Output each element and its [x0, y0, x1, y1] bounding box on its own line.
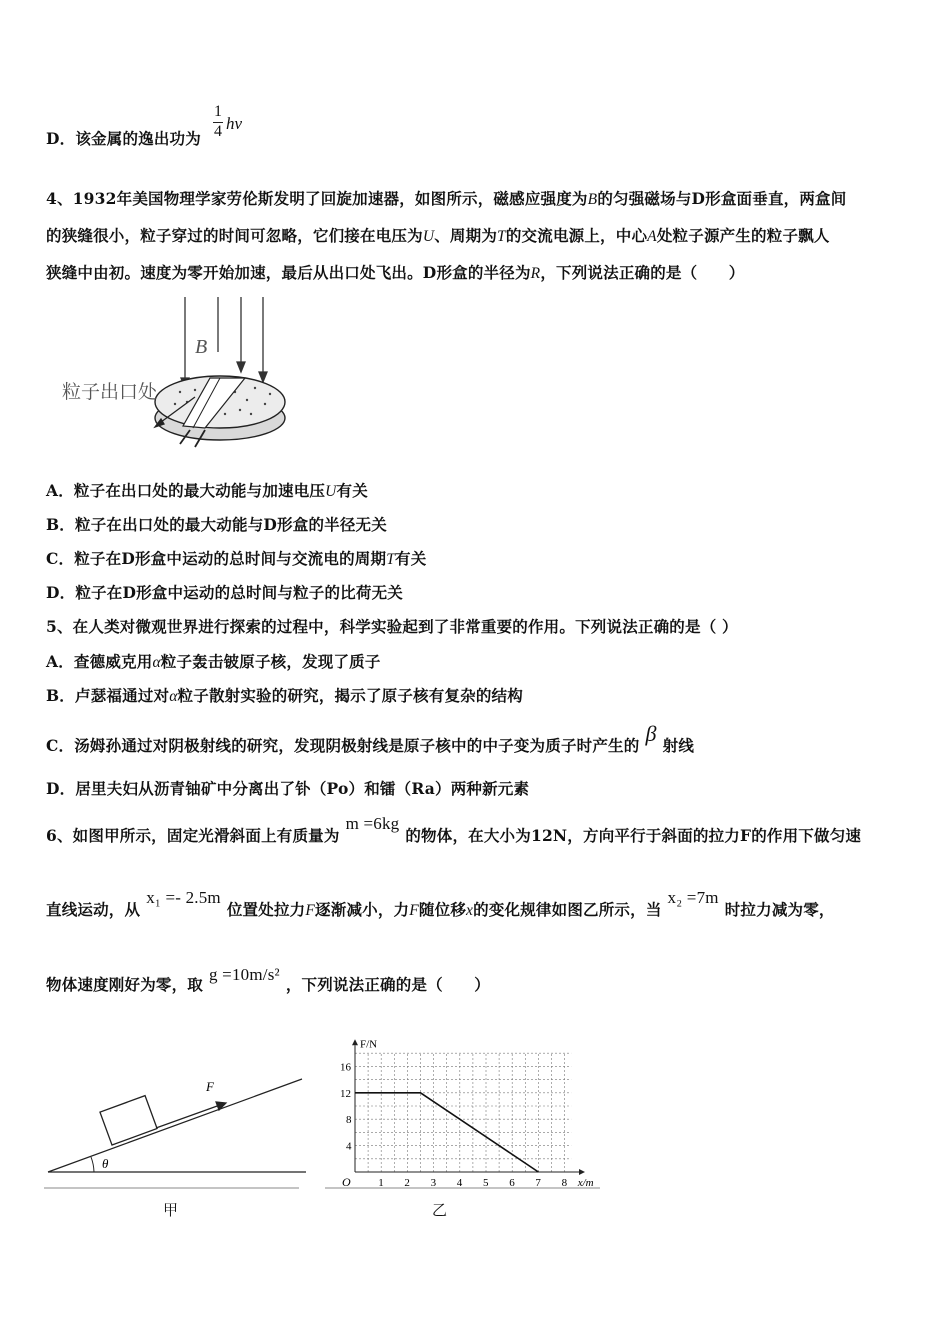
block: [100, 1096, 157, 1145]
y-tick-label: 12: [340, 1087, 351, 1100]
x2-value: x₂ =7m: [667, 888, 719, 907]
force-displacement-chart: [325, 1014, 605, 1194]
x-tick-label: 2: [404, 1177, 410, 1189]
q6-stem-line2: 直线运动，从x₁ =- 2.5m位置处拉力F逐渐减小，力F随位移x的变化规律如图乙所示，当x₂ =7m时拉力减为零，: [46, 888, 835, 919]
q5-option-d: D．居里夫妇从沥青铀矿中分离出了钋（Po）和镭（Ra）两种新元素: [46, 779, 530, 798]
q5-stem: 5、在人类对微观世界进行探索的过程中，科学实验起到了非常重要的作用。下列说法正确的是（ ）: [46, 617, 738, 636]
force-label: F: [206, 1079, 214, 1094]
q4-stem-line2: 的狭缝很小，粒子穿过的时间可忽略，它们接在电压为U、周期为T的交流电源上，中心A处粒子源产生的粒子飘人: [46, 226, 830, 245]
q5-option-b: B．卢瑟福通过对α粒子散射实验的研究，揭示了原子核有复杂的结构: [46, 686, 523, 705]
x-tick-label: 6: [509, 1177, 515, 1189]
cyclotron-figure: [55, 292, 295, 452]
mass-value: m =6kg: [345, 814, 400, 833]
x-tick-label: 3: [430, 1177, 437, 1189]
x-tick-label: 1: [378, 1177, 384, 1189]
magnetic-field-lines: [181, 297, 267, 388]
g-value: g =10m/s²: [209, 965, 280, 984]
y-tick-label: 16: [340, 1061, 351, 1074]
chart-axes: [352, 1039, 585, 1175]
incline-figure: [44, 1060, 309, 1190]
q4-option-a: A．粒子在出口处的最大动能与加速电压U有关: [46, 481, 368, 500]
q3-option-d: D．该金属的逸出功为: [46, 129, 201, 148]
x-tick-label: 8: [561, 1177, 568, 1189]
y-tick-label: 4: [346, 1140, 352, 1153]
x-axis-arrow: [579, 1169, 585, 1175]
h-nu-symbol: hν: [226, 114, 243, 133]
y-axis-arrow: [352, 1039, 358, 1045]
angle-arc: [91, 1157, 94, 1172]
field-label-b: B: [195, 336, 208, 358]
fraction-one-quarter: $\frac{1}{4}$: [214, 103, 222, 140]
figure-caption-jia: 甲: [163, 1201, 179, 1219]
chart-ticks: [340, 1061, 568, 1189]
chart-series: [355, 1093, 538, 1172]
x-tick-label: 7: [535, 1177, 541, 1189]
incline-surface: [48, 1079, 302, 1172]
q6-stem-line1: 6、如图甲所示，固定光滑斜面上有质量为m =6kg的物体，在大小为12N，方向平行于斜面的拉力F的作用下做匀速: [46, 814, 862, 845]
series-line-F: [355, 1093, 538, 1172]
q5-option-c: C．汤姆孙通过对阴极射线的研究，发现阴极射线是原子核中的中子变为质子时产生的 β 射线: [46, 721, 695, 755]
q5-option-a: A．查德威克用α粒子轰击铍原子核，发现了质子: [46, 652, 381, 671]
x1-value: x₁ =- 2.5m: [146, 888, 221, 907]
x-tick-label: 4: [456, 1177, 463, 1189]
q4-stem-line3: 狭缝中由初。速度为零开始加速，最后从出口处飞出。D形盒的半径为R，下列说法正确的是（ ）: [46, 263, 745, 282]
y-tick-label: 8: [346, 1114, 352, 1127]
exit-label: 粒子出口处: [62, 381, 158, 403]
q4-stem-line1: 4、1932年美国物理学家劳伦斯发明了回旋加速器，如图所示，磁感应强度为B的匀强磁场与D形盒面垂直，两盒间: [46, 189, 847, 208]
figure-caption-yi: 乙: [432, 1201, 448, 1219]
force-arrow: [156, 1102, 226, 1128]
q4-option-d: D．粒子在D形盒中运动的总时间与粒子的比荷无关: [46, 583, 403, 602]
origin-label: O: [342, 1175, 351, 1189]
chart-grid: [355, 1053, 571, 1172]
x-tick-label: 5: [483, 1177, 489, 1189]
q4-option-b: B．粒子在出口处的最大动能与D形盒的半径无关: [46, 515, 387, 534]
x-axis-label: x/m: [577, 1177, 594, 1189]
q6-stem-line3: 物体速度刚好为零，取g =10m/s²，下列说法正确的是（ ）: [46, 965, 490, 994]
theta-label: θ: [102, 1156, 109, 1171]
q4-option-c: C．粒子在D形盒中运动的总时间与交流电的周期T有关: [46, 549, 427, 568]
y-axis-label: F/N: [360, 1038, 378, 1051]
